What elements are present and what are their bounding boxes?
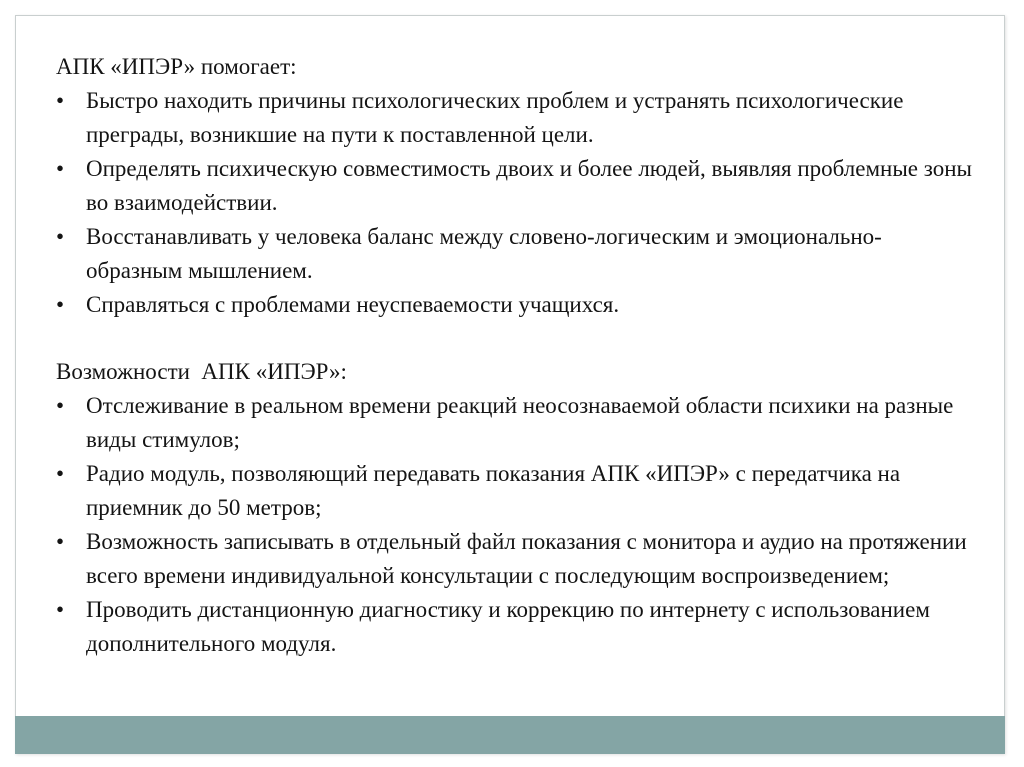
bottom-band: [15, 716, 1005, 754]
section-capabilities: [56, 355, 976, 661]
section-heading: АПК «ИПЭР» помогает:: [56, 54, 297, 79]
list-item: • Справляться с проблемами неуспеваемости учащихся.: [56, 288, 976, 322]
list-item: • Восстанавливать у человека баланс между словено-логическим и эмоционально-образным мышлением.: [56, 220, 976, 288]
bullet-list: [56, 389, 976, 661]
list-item: • Быстро находить причины психологических проблем и устранять психологические преграды, возникшие на пути к поставленной цели.: [56, 84, 976, 152]
list-item: • Проводить дистанционную диагностику и коррекцию по интернету с использованием дополнительного модуля.: [56, 593, 976, 661]
bullet-list: [56, 84, 976, 322]
list-item: • Радио модуль, позволяющий передавать показания АПК «ИПЭР» с передатчика на приемник до 50 метров;: [56, 457, 976, 525]
section-heading: Возможности АПК «ИПЭР»:: [56, 359, 347, 384]
slide-content: [56, 50, 976, 661]
section-helps: [56, 50, 976, 322]
list-item: • Определять психическую совместимость двоих и более людей, выявляя проблемные зоны во взаимодействии.: [56, 152, 976, 220]
list-item: • Отслеживание в реальном времени реакций неосознаваемой области психики на разные виды стимулов;: [56, 389, 976, 457]
list-item: • Возможность записывать в отдельный файл показания с монитора и аудио на протяжении всего времени индивидуальной консультации с последующим воспроизведением;: [56, 525, 976, 593]
